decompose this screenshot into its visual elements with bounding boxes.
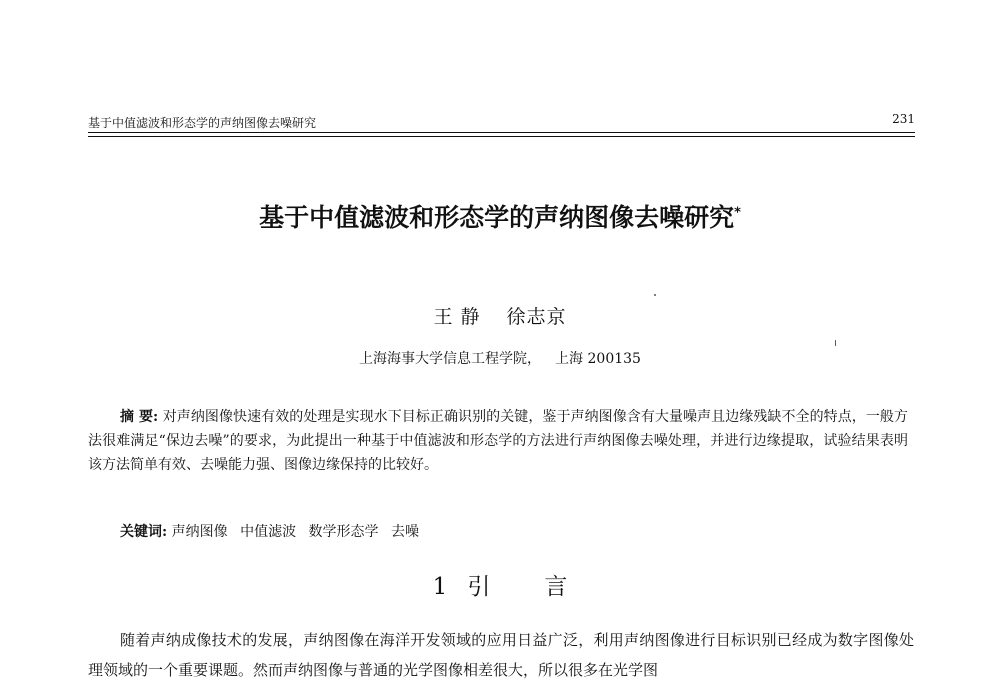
keyword-4: 去噪 [390,524,419,540]
page-number: 231 [892,112,915,126]
abstract [88,405,908,477]
section-title-part2: 言 [544,574,568,600]
paper-title-text: 基于中值滤波和形态学的声纳图像去噪研究 [259,203,735,232]
title-footnote-mark: * [734,205,741,221]
section-heading [0,568,1000,601]
scan-speck [654,294,656,296]
keyword-1: 声纳图像 [171,524,228,540]
affiliation-institution: 上海海事大学信息工程学院， [359,351,542,367]
section-title-part1: 引 [467,574,491,600]
abstract-text: 对声纳图像快速有效的处理是实现水下目标正确识别的关键，鉴于声纳图像含有大量噪声且边缘残缺不全的特点，一般方法很难满足“保边去噪”的要求，为此提出一种基于中值滤波和形态学的方法进行声纳图像去噪处理，并进行边缘提取，试验结果表明该方法简单有效、去噪能力强、图像边缘保持的比较好。 [88,409,908,473]
authors [0,302,1000,329]
affiliation-postcode: 200135 [587,351,641,367]
running-header-title: 基于中值滤波和形态学的声纳图像去噪研究 [88,116,317,130]
section-number: 1 [432,574,448,600]
abstract-label: 摘 要: [120,409,159,425]
author-1: 王 静 [433,306,481,328]
affiliation [0,348,1000,368]
author-2: 徐志京 [506,306,567,328]
keyword-2: 中值滤波 [240,524,297,540]
running-header [88,112,915,133]
intro-paragraph: 随着声纳成像技术的发展，声纳图像在海洋开发领域的应用日益广泛，利用声纳图像进行目标识别已经成为数字图像处理领域的一个重要课题。然而声纳图像与普通的光学图像相差很大，所以很多在光学图 [88,631,914,679]
paper-title [0,198,1000,234]
header-rule [88,136,915,137]
scan-speck [835,340,836,346]
keyword-3: 数学形态学 [308,524,379,540]
affiliation-city: 上海 [555,351,584,367]
keywords [120,521,427,541]
keywords-label: 关键词: [120,524,168,540]
